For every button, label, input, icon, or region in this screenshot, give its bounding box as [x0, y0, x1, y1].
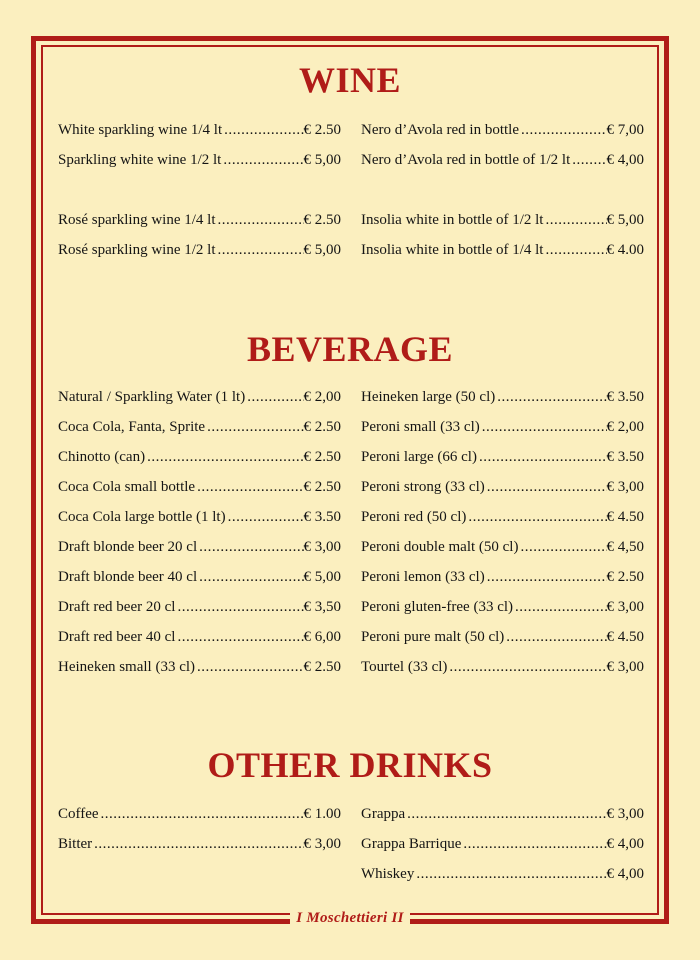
menu-item-price: € 2.50 — [303, 449, 341, 465]
menu-item — [58, 562, 341, 592]
menu-item-name: Coca Cola, Fanta, Sprite — [58, 419, 206, 435]
dot-leader — [519, 115, 606, 145]
restaurant-brand-footer — [0, 909, 700, 926]
menu-item-price: € 4.50 — [606, 629, 644, 645]
other-drinks-section-title: OTHER DRINKS — [207, 745, 493, 785]
menu-item-name: Grappa Barrique — [361, 836, 462, 852]
wine-section-title: WINE — [298, 60, 402, 100]
menu-item — [361, 145, 644, 175]
menu-item-price: € 2.50 — [303, 419, 341, 435]
dot-leader — [195, 472, 303, 502]
menu-item — [361, 502, 644, 532]
dot-leader — [495, 382, 606, 412]
menu-item-name: Draft red beer 40 cl — [58, 629, 176, 645]
menu-item — [361, 859, 644, 889]
menu-item-price: € 5,00 — [303, 152, 341, 168]
menu-item-price: € 3,00 — [606, 806, 644, 822]
dot-leader — [216, 235, 304, 265]
menu-item-price: € 3,00 — [606, 659, 644, 675]
menu-item-price: € 2,00 — [606, 419, 644, 435]
dot-leader — [216, 205, 304, 235]
menu-item — [361, 562, 644, 592]
menu-item-name: Peroni lemon (33 cl) — [361, 569, 485, 585]
menu-item — [361, 382, 644, 412]
menu-item — [58, 412, 341, 442]
dot-leader — [92, 829, 303, 859]
beverage-list-left — [58, 382, 341, 682]
dot-leader — [485, 562, 607, 592]
dot-leader — [226, 502, 304, 532]
menu-item — [58, 115, 341, 145]
menu-item — [58, 382, 341, 412]
menu-item-name: Insolia white in bottle of 1/4 lt — [361, 242, 544, 258]
menu-item-price: € 3.50 — [606, 449, 644, 465]
dot-leader — [543, 205, 606, 235]
menu-item-price: € 2,00 — [303, 389, 341, 405]
dot-leader — [466, 502, 606, 532]
menu-item-price: € 1.00 — [303, 806, 341, 822]
beverage-list-right — [361, 382, 644, 682]
dot-leader — [99, 799, 304, 829]
dot-leader — [518, 532, 606, 562]
menu-item-name: Coffee — [58, 806, 99, 822]
other-drinks-list-left — [58, 799, 341, 859]
menu-item — [58, 442, 341, 472]
dot-leader — [205, 412, 303, 442]
dot-leader — [145, 442, 303, 472]
menu-item-price: € 3.50 — [303, 509, 341, 525]
menu-item — [361, 235, 644, 265]
menu-item — [58, 799, 341, 829]
menu-item-name: Peroni red (50 cl) — [361, 509, 467, 525]
dot-leader — [485, 472, 607, 502]
menu-item-price: € 2.50 — [606, 569, 644, 585]
menu-item-name: Heineken small (33 cl) — [58, 659, 196, 675]
dot-leader — [195, 652, 303, 682]
menu-item-name: Bitter — [58, 836, 93, 852]
menu-item — [58, 532, 341, 562]
menu-item — [361, 622, 644, 652]
dot-leader — [175, 592, 303, 622]
menu-item-name: Insolia white in bottle of 1/2 lt — [361, 212, 544, 228]
dot-leader — [175, 622, 303, 652]
menu-item-name: Peroni gluten-free (33 cl) — [361, 599, 514, 615]
menu-item — [361, 532, 644, 562]
menu-item — [361, 115, 644, 145]
menu-item-price: € 3,50 — [303, 599, 341, 615]
menu-item — [361, 652, 644, 682]
menu-item — [58, 502, 341, 532]
menu-item-price: € 2.50 — [303, 212, 341, 228]
menu-item-name: Draft blonde beer 20 cl — [58, 539, 198, 555]
menu-item — [361, 205, 644, 235]
dot-leader — [405, 799, 606, 829]
menu-item-name: Draft blonde beer 40 cl — [58, 569, 198, 585]
menu-item-name: Nero d’Avola red in bottle — [361, 122, 520, 138]
menu-item-price: € 4,00 — [606, 152, 644, 168]
dot-leader — [221, 145, 303, 175]
restaurant-name: I Moschettieri II — [290, 910, 410, 926]
menu-item-price: € 7,00 — [606, 122, 644, 138]
dot-leader — [480, 412, 607, 442]
menu-item-price: € 4,00 — [606, 836, 644, 852]
dot-leader — [543, 235, 606, 265]
menu-item-price: € 3,00 — [606, 479, 644, 495]
menu-item — [58, 472, 341, 502]
menu-item — [361, 412, 644, 442]
menu-item-name: Rosé sparkling wine 1/2 lt — [58, 242, 216, 258]
dot-leader — [197, 562, 303, 592]
dot-leader — [461, 829, 606, 859]
menu-item — [58, 622, 341, 652]
menu-item-name: Chinotto (can) — [58, 449, 146, 465]
menu-item-price: € 3,00 — [606, 599, 644, 615]
menu-item — [58, 592, 341, 622]
menu-item-price: € 5,00 — [606, 212, 644, 228]
wine-list-right — [361, 115, 644, 265]
menu-item — [361, 442, 644, 472]
menu-item-name: Peroni large (66 cl) — [361, 449, 477, 465]
wine-list-left — [58, 115, 341, 265]
menu-item-price: € 4,00 — [606, 866, 644, 882]
menu-item — [58, 205, 341, 235]
dot-leader — [513, 592, 606, 622]
menu-item-price: € 4.50 — [606, 509, 644, 525]
menu-item-name: Peroni pure malt (50 cl) — [361, 629, 505, 645]
menu-item-price: € 5,00 — [303, 569, 341, 585]
menu-item — [58, 829, 341, 859]
menu-item-name: Draft red beer 20 cl — [58, 599, 176, 615]
menu-item-price: € 3,00 — [303, 836, 341, 852]
beverage-section-title: BEVERAGE — [246, 329, 454, 369]
menu-item-price: € 6,00 — [303, 629, 341, 645]
menu-item-name: Peroni small (33 cl) — [361, 419, 480, 435]
dot-leader — [222, 115, 303, 145]
dot-leader — [197, 532, 303, 562]
menu-item-name: Peroni double malt (50 cl) — [361, 539, 519, 555]
menu-item-name: Nero d’Avola red in bottle of 1/2 lt — [361, 152, 571, 168]
dot-leader — [570, 145, 606, 175]
menu-item-name: Natural / Sparkling Water (1 lt) — [58, 389, 246, 405]
dot-leader — [504, 622, 606, 652]
menu-item-price: € 2.50 — [303, 479, 341, 495]
menu-item — [361, 829, 644, 859]
dot-leader — [477, 442, 607, 472]
menu-item-price: € 4,50 — [606, 539, 644, 555]
menu-item-name: Peroni strong (33 cl) — [361, 479, 485, 495]
dot-leader — [414, 859, 606, 889]
menu-item-price: € 2.50 — [303, 659, 341, 675]
menu-item — [361, 799, 644, 829]
menu-item — [58, 235, 341, 265]
menu-item-name: Grappa — [361, 806, 406, 822]
menu-item-price: € 2.50 — [303, 122, 341, 138]
menu-item-price: € 3.50 — [606, 389, 644, 405]
dot-leader — [245, 382, 303, 412]
menu-item — [58, 145, 341, 175]
menu-item-name: Rosé sparkling wine 1/4 lt — [58, 212, 216, 228]
other-drinks-list-right — [361, 799, 644, 889]
menu-item — [361, 592, 644, 622]
menu-item-price: € 3,00 — [303, 539, 341, 555]
menu-item-name: Whiskey — [361, 866, 415, 882]
menu-item-price: € 5,00 — [303, 242, 341, 258]
menu-item — [361, 472, 644, 502]
menu-item-name: Coca Cola small bottle — [58, 479, 196, 495]
menu-item — [58, 652, 341, 682]
menu-item-name: Sparkling white wine 1/2 lt — [58, 152, 222, 168]
menu-item-name: Heineken large (50 cl) — [361, 389, 496, 405]
menu-item-name: White sparkling wine 1/4 lt — [58, 122, 223, 138]
dot-leader — [447, 652, 606, 682]
menu-item-name: Tourtel (33 cl) — [361, 659, 448, 675]
menu-item-price: € 4.00 — [606, 242, 644, 258]
menu-item-name: Coca Cola large bottle (1 lt) — [58, 509, 226, 525]
